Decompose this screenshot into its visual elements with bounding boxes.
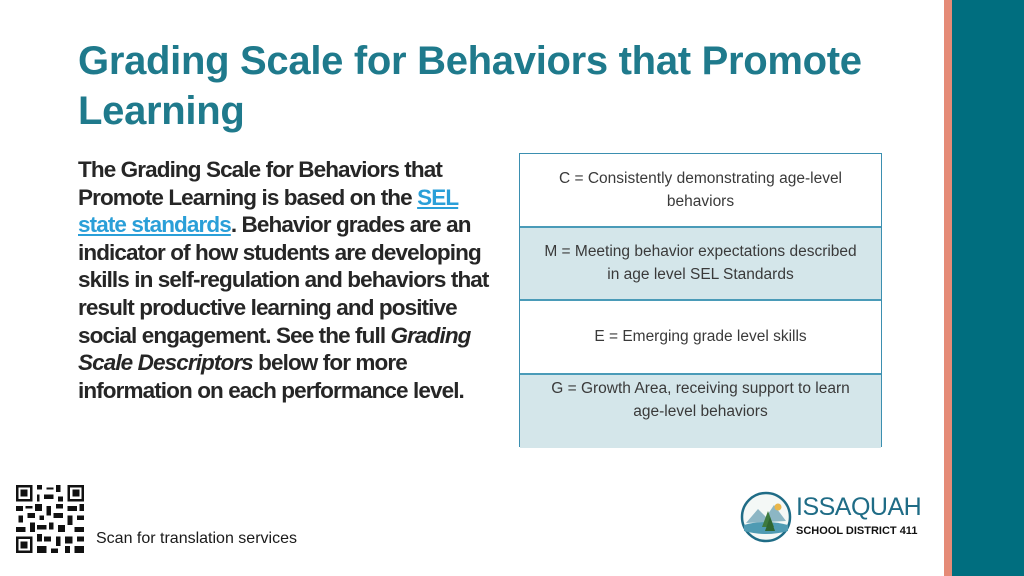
grade-row-c: C = Consistently demonstrating age-level behaviors xyxy=(520,154,881,228)
district-name: ISSAQUAH xyxy=(796,493,922,521)
intro-text-part-2: . Behavior grades are an indicator of how students are developing skills in self-regulation and behaviors that result productive learning and positive social engagement. See the full xyxy=(78,212,489,348)
grade-scale-table xyxy=(519,153,882,447)
grading-scale-descriptors-text: Grading Scale Descriptors xyxy=(78,322,471,376)
grade-row-e: E = Emerging grade level skills xyxy=(520,301,881,375)
district-subtitle: SCHOOL DISTRICT 411 xyxy=(796,525,918,537)
grade-row-m: M = Meeting behavior expectations described in age level SEL Standards xyxy=(520,228,881,302)
side-accent-stripe xyxy=(944,0,952,576)
qr-code-icon[interactable] xyxy=(16,485,84,553)
intro-paragraph xyxy=(78,156,508,404)
translation-services-text: Scan for translation services xyxy=(96,530,297,547)
intro-text-part-1: The Grading Scale for Behaviors that Promote Learning is based on the xyxy=(78,157,442,210)
grade-row-g: G = Growth Area, receiving support to learn age-level behaviors xyxy=(520,375,881,449)
district-logo xyxy=(740,487,940,547)
page-title: Grading Scale for Behaviors that Promote Learning xyxy=(78,39,862,133)
sel-standards-link[interactable]: SEL state standards xyxy=(78,184,459,238)
side-color-bar xyxy=(952,0,1024,576)
mountain-logo-icon xyxy=(740,491,792,543)
intro-text-part-3: below for more information on each performance level. xyxy=(78,350,464,403)
